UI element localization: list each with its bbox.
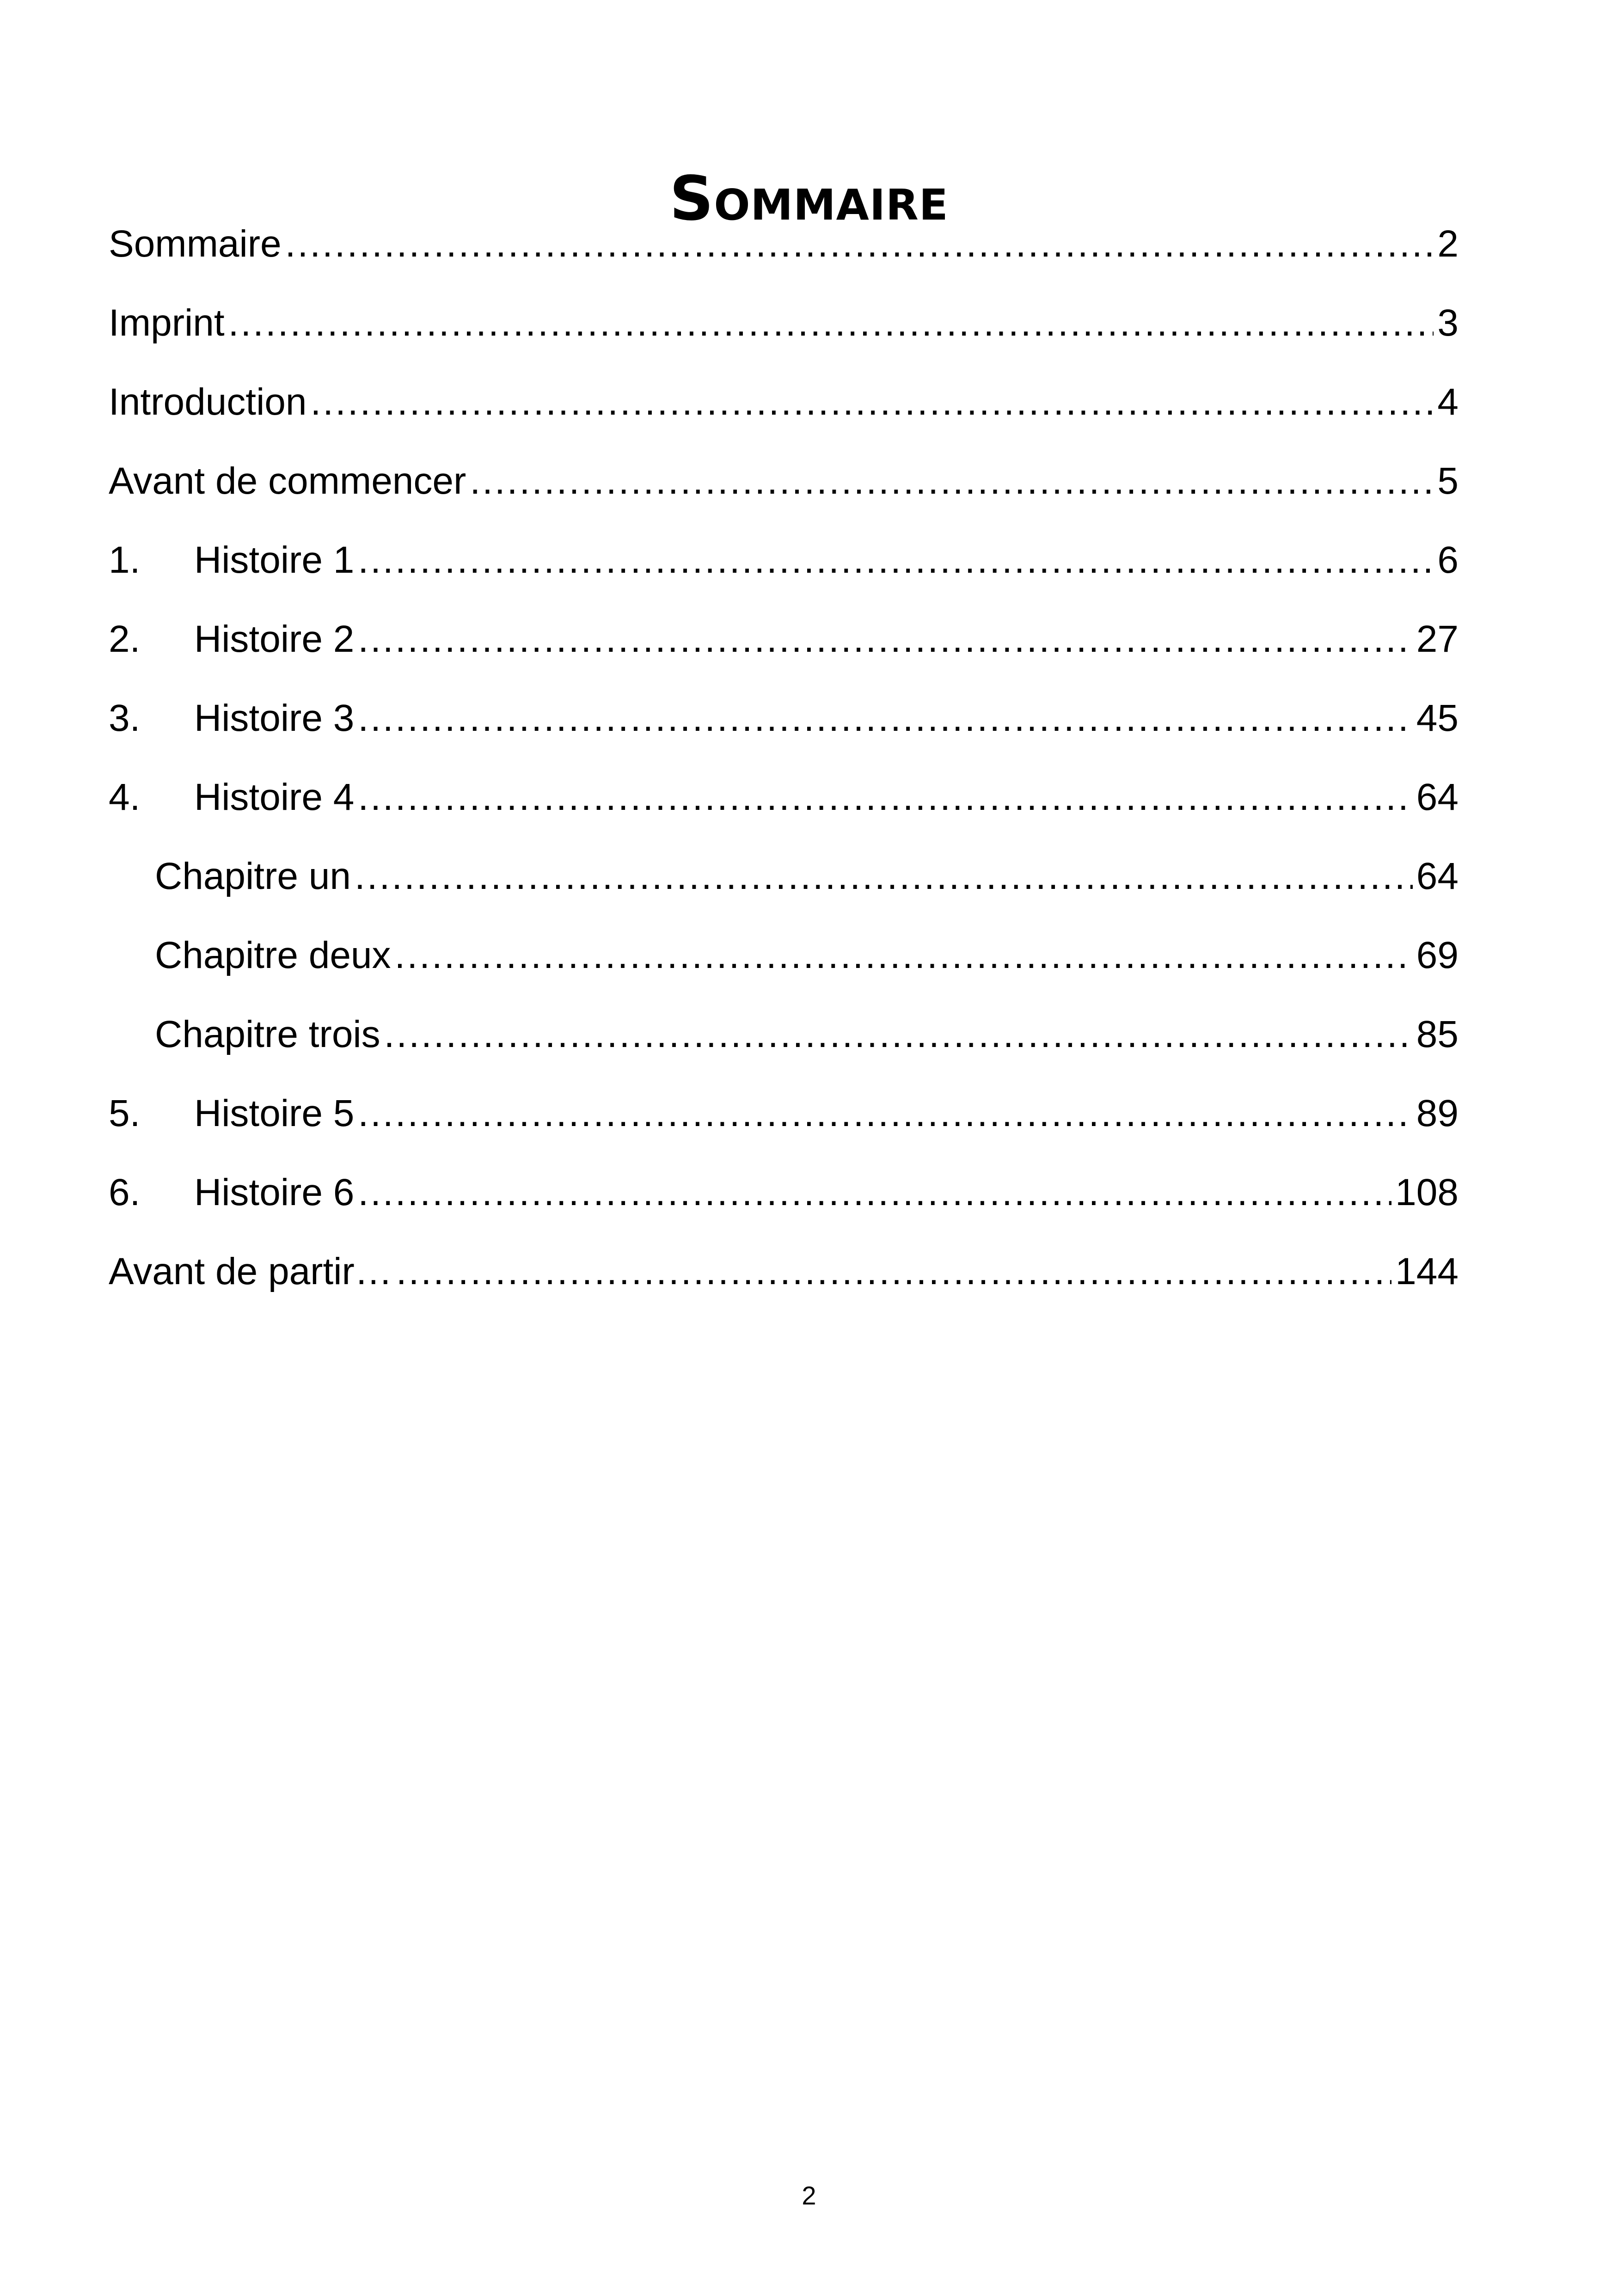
page-number: 2 [802,2181,816,2210]
toc-entry-number: 5. [109,1092,141,1134]
toc-dot-leader [358,600,1412,679]
toc-entry-title: Histoire 5 [194,1092,355,1134]
toc-entry-title: Chapitre un [155,855,351,897]
toc-entry[interactable] [109,1153,1459,1232]
toc-dot-leader [358,1153,1391,1232]
toc-dot-leader [285,204,1434,283]
toc-entry[interactable] [109,441,1459,520]
toc-entry-page: 3 [1437,302,1459,344]
toc-entry-title: Imprint [109,302,225,344]
toc-dot-leader [396,1232,1391,1311]
toc-entry-number: 6. [109,1171,141,1213]
table-of-contents [109,204,1459,1311]
toc-entry-title: Chapitre trois [155,1013,380,1055]
toc-entry-title: Histoire 1 [194,539,355,581]
toc-dot-leader [384,995,1413,1074]
toc-entry-page: 5 [1437,460,1459,502]
toc-dot-leader [358,520,1434,600]
toc-entry-page: 27 [1416,618,1459,660]
toc-entry[interactable] [109,283,1459,362]
toc-entry-title: Histoire 3 [194,697,355,739]
toc-entry-page: 144 [1395,1250,1459,1292]
toc-entry-page: 6 [1437,539,1459,581]
toc-entry-title: Histoire 6 [194,1171,355,1213]
toc-entry[interactable] [109,520,1459,600]
toc-entry-title: Sommaire [109,223,282,265]
toc-dot-leader [358,1074,1412,1153]
toc-subentry[interactable] [109,837,1459,916]
toc-entry-page: 4 [1437,381,1459,423]
toc-entry-page: 45 [1416,697,1459,739]
toc-entry-title: Histoire 4 [194,776,355,818]
toc-entry-page: 2 [1437,223,1459,265]
toc-dot-leader [228,283,1434,362]
toc-entry[interactable] [109,758,1459,837]
toc-entry[interactable] [109,600,1459,679]
toc-entry-number: 1. [109,539,141,581]
toc-dot-leader [358,758,1412,837]
toc-entry[interactable] [109,204,1459,283]
toc-dot-leader [355,837,1413,916]
toc-entry-page: 108 [1395,1171,1459,1213]
toc-entry[interactable] [109,679,1459,758]
page-title: Sommaire [669,163,949,235]
toc-entry-page: 89 [1416,1092,1459,1134]
toc-entry-number: 3. [109,697,141,739]
toc-entry-title: Chapitre deux [155,934,391,976]
toc-entry-title: Introduction [109,381,307,423]
toc-entry-page: 85 [1416,1013,1459,1055]
toc-dot-leader [470,441,1434,520]
toc-dot-leader [311,362,1434,441]
toc-entry[interactable] [109,1232,1459,1311]
toc-entry-title: Avant de commencer [109,460,466,502]
toc-dot-leader [395,916,1413,995]
toc-dot-leader [358,679,1412,758]
toc-entry-page: 69 [1416,934,1459,976]
toc-entry-page: 64 [1416,776,1459,818]
toc-entry-number: 2. [109,618,141,660]
toc-entry[interactable] [109,362,1459,441]
toc-entry[interactable] [109,1074,1459,1153]
toc-entry-number: 4. [109,776,141,818]
toc-subentry[interactable] [109,995,1459,1074]
toc-subentry[interactable] [109,916,1459,995]
toc-entry-title: Histoire 2 [194,618,355,660]
toc-entry-title: Avant de partir… [109,1250,392,1292]
toc-entry-page: 64 [1416,855,1459,897]
